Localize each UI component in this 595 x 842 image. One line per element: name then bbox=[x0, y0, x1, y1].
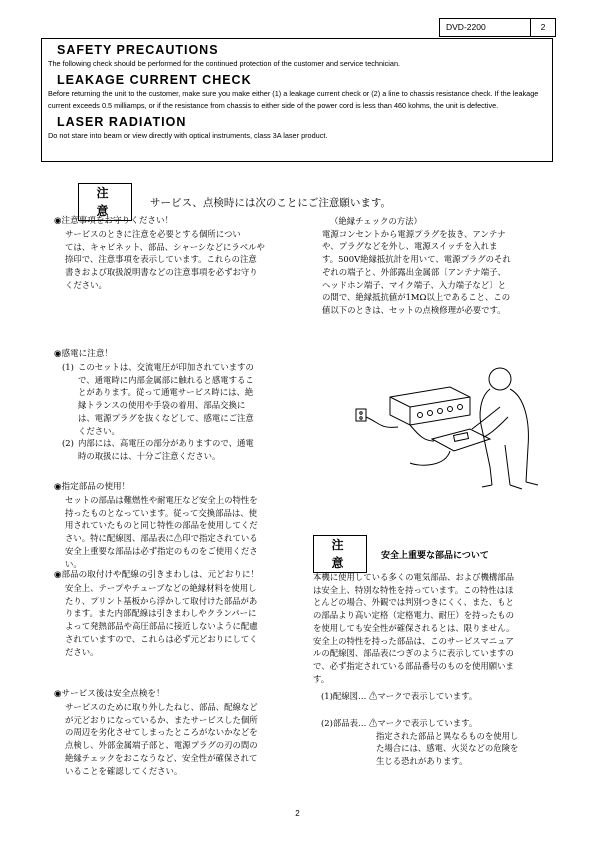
text-line: されていますので、これらは必ず元どおりにしてく bbox=[65, 633, 258, 644]
safety-title: SAFETY PRECAUTIONS bbox=[57, 43, 219, 57]
text-line: ルの配線図、部品表につぎのように表示していますの bbox=[313, 648, 514, 659]
text-line: 電源コンセントから電源プラグを抜き、アンテナ bbox=[322, 228, 506, 239]
text-line: 安全上の特性を持った部品は、このサービスマニュア bbox=[313, 635, 514, 646]
text-line: 書きおよび取扱説明書などの注意事項を必ずお守り bbox=[65, 267, 258, 278]
text-line: 生じる恐れがあります。 bbox=[376, 756, 468, 767]
section-body bbox=[322, 228, 552, 317]
list-item: (1)配線図… ⚠マークで表示しています。 bbox=[321, 691, 478, 702]
section-heading: ◉部品の取付けや配線の引きまわしは、元どおりに！ bbox=[54, 570, 260, 580]
text-line: い。 bbox=[65, 558, 82, 569]
text-line: す。500V絶縁抵抗計を用いて、電源プラグのそれ bbox=[322, 254, 511, 265]
text-line: このセットは、交流電圧が印加されていますの bbox=[78, 362, 254, 372]
text-line: す。 bbox=[313, 673, 330, 684]
list-item: (2)部品表… ⚠マークで表示しています。 bbox=[321, 718, 478, 729]
text-line: 内部には、高電圧の部分がありますので、通電 bbox=[78, 438, 254, 449]
header-page-number: 2 bbox=[540, 22, 546, 32]
header-box bbox=[439, 18, 556, 37]
text-line: 本機に使用している多くの電気部品、および機構部品 bbox=[313, 572, 514, 582]
text-line: の部品より高い定格（定格電力、耐圧）を持ったもの bbox=[313, 610, 514, 621]
model-number: DVD-2200 bbox=[440, 19, 531, 36]
text-line: いることを確認してください。 bbox=[65, 765, 183, 776]
section-body bbox=[54, 701, 304, 777]
section-heading: ◉指定部品の使用！ bbox=[54, 482, 131, 492]
laser-text: Do not stare into beam or view directly with optical instruments, class 3A laser product. bbox=[48, 130, 328, 140]
text-line: とがあります。従って通電サービス時には、絶 bbox=[78, 387, 254, 398]
section-body bbox=[54, 582, 304, 658]
section-heading: （絶縁チェックの方法） bbox=[330, 216, 422, 226]
text-line: ください。 bbox=[78, 425, 120, 436]
text-line: 絶縁チェックをおこなうなど、安全性が確保されて bbox=[65, 752, 258, 763]
caution-tag: 注 意 bbox=[78, 183, 132, 221]
text-line: 値以下のときは、セットの点検修理が必要です。 bbox=[322, 304, 506, 315]
text-line: 捺印で、注意事項を表示しています。これらの注意 bbox=[65, 254, 257, 265]
text-line: 指定された部品と異なるものを使用し bbox=[376, 730, 519, 741]
left-column bbox=[54, 215, 299, 292]
important-parts-heading bbox=[313, 535, 489, 573]
list-item bbox=[62, 361, 299, 437]
caution-tag: 注 意 bbox=[313, 535, 367, 573]
left-column bbox=[54, 481, 299, 570]
text-line: サービスのときに注意を必要とする個所につい bbox=[65, 229, 241, 239]
text-line: の間で、絶縁抵抗値が1MΩ以上であること、この bbox=[322, 292, 511, 303]
text-line: 安全上、テープやチューブなどの絶縁材料を使用し bbox=[65, 583, 257, 593]
text-line: ります。また内部配線は引きまわしやクランパーに bbox=[65, 608, 257, 619]
section-heading: ◉注意事項をお守りください！ bbox=[54, 216, 174, 226]
laser-title: LASER RADIATION bbox=[57, 114, 187, 129]
safety-precautions-box bbox=[41, 38, 553, 162]
text-line: 用されていたものと同じ特性の部品を使用してくだ bbox=[65, 520, 258, 531]
list-item-body bbox=[313, 730, 553, 768]
text-line: ください。 bbox=[65, 279, 107, 290]
section-heading: ◉サービス後は安全点検を！ bbox=[54, 689, 165, 699]
text-line: とんどの場合、外観では判別つきにくく、また、もと bbox=[313, 597, 514, 608]
text-line: ては、キャビネット、部品、シャーシなどにラベルや bbox=[65, 241, 265, 252]
text-line: 時の取扱には、十分ご注意ください。 bbox=[78, 450, 221, 461]
leakage-title: LEAKAGE CURRENT CHECK bbox=[57, 72, 252, 87]
text-line: た場合には、感電、火災などの危険を bbox=[376, 743, 519, 754]
right-column bbox=[322, 215, 552, 317]
important-parts-title: 安全上重要な部品について bbox=[381, 550, 489, 561]
item-number: (2) bbox=[62, 438, 74, 449]
text-line: を使用しても安全性が確保されるとは、限りません。 bbox=[313, 622, 515, 633]
text-line: 安全上重要な部品は必ず指定のものをご使用くださ bbox=[65, 545, 258, 556]
page-number: 2 bbox=[295, 809, 300, 818]
text-line: は安全上、特別な特性を持っています。この特性はほ bbox=[313, 584, 514, 595]
text-line: セットの部品は難燃性や耐電圧など安全上の特性を bbox=[65, 495, 258, 505]
caution-text: サービス、点検時には次のことにご注意願います。 bbox=[150, 196, 391, 209]
text-line: ださい。 bbox=[65, 646, 99, 657]
left-column bbox=[54, 569, 304, 658]
text-line: よって発熱部品や高圧部品に接近しないように配慮 bbox=[65, 621, 258, 632]
text-line: たり、プリント基板から浮かして取付けた部品があ bbox=[65, 595, 258, 606]
item-number: (1) bbox=[62, 362, 74, 372]
text-line: 点検し、外部金属端子部と、電源プラグの刃の間の bbox=[65, 740, 258, 751]
text-line: や、プラグなどを外し、電源スイッチを入れま bbox=[322, 241, 498, 252]
text-line: は、電源プラグを抜くなどして、感電にご注意 bbox=[78, 412, 254, 423]
text-line: サービスのために取り外したねじ、部品、配線など bbox=[65, 702, 258, 712]
section-body bbox=[54, 494, 299, 570]
text-line: で、通電時に内部金属部に触れると感電するこ bbox=[78, 374, 254, 385]
leakage-text: Before returning the unit to the customer, make sure you make either (1) a leakage current check or (2) a line to chassis resistance check. If the leakage current exceeds 0.5 milliamps, or if the resistance from chassis to either side of the power cord is less than 460 kohms, the unit is defective. bbox=[48, 88, 539, 110]
text-line: さい。特に配線図、部品表に⚠印で指定されている bbox=[65, 533, 258, 544]
list-item bbox=[62, 437, 299, 462]
left-column bbox=[54, 688, 304, 777]
text-line: で、必ず指定されている部品番号のものを使用願いま bbox=[313, 660, 514, 671]
safety-text: The following check should be performed for the continued protection of the customer and service technician. bbox=[48, 59, 401, 68]
text-line: 縁トランスの使用や手袋の着用、部品交換に bbox=[78, 400, 246, 411]
section-heading: ◉感電に注意！ bbox=[54, 349, 114, 359]
section-body bbox=[54, 228, 299, 292]
right-column bbox=[313, 571, 553, 768]
text-line: ぞれの端子と、外部露出金属部〔アンテナ端子、 bbox=[322, 266, 506, 277]
text-line: が元どおりになっているか、またサービスした個所 bbox=[65, 714, 258, 725]
text-line: 持ったものとなっています。従って交換部品は、使 bbox=[65, 507, 257, 518]
text-line: の周辺を劣化させてしまったところがないかなどを bbox=[65, 727, 258, 738]
text-line: ヘッドホン端子、マイク端子、入力端子など〕と bbox=[322, 279, 507, 290]
left-column bbox=[54, 348, 299, 463]
section-body bbox=[313, 571, 553, 685]
service-technician-illustration bbox=[350, 367, 550, 497]
